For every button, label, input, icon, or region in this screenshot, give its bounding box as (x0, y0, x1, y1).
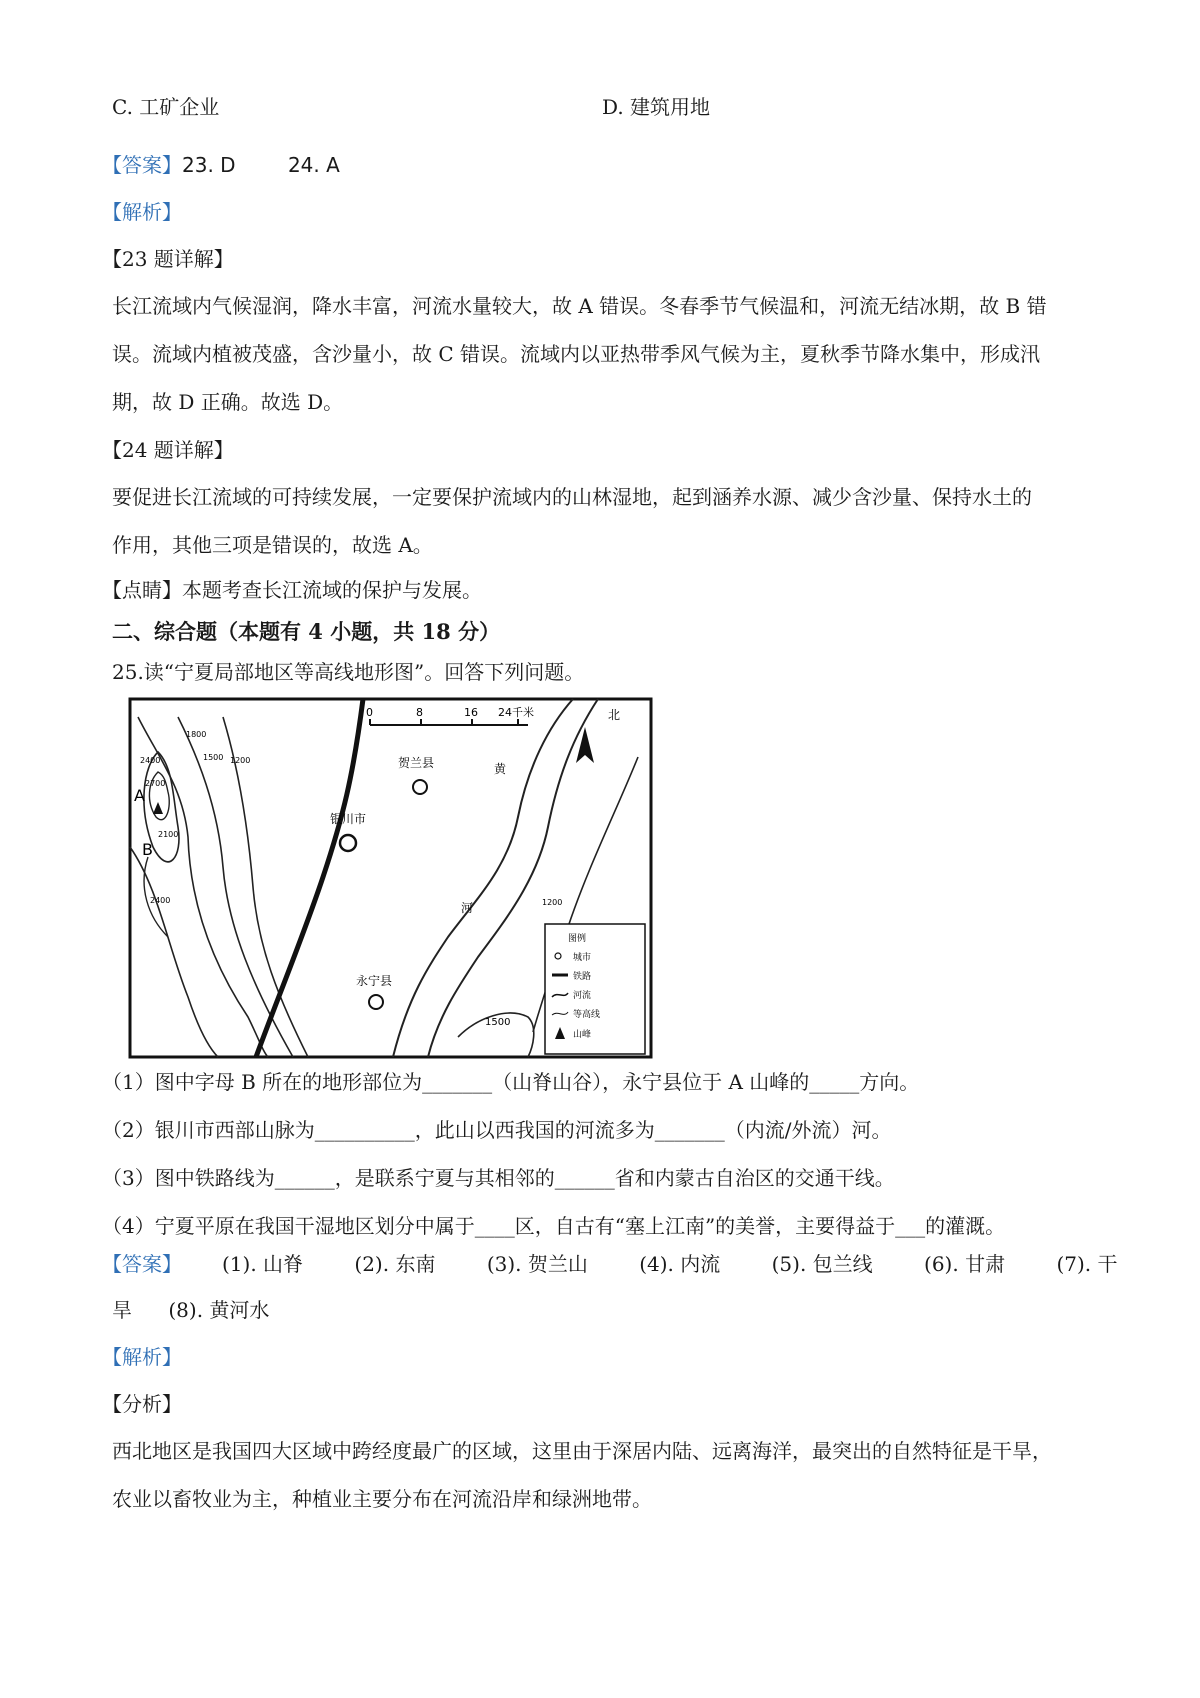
contour-map (128, 697, 653, 1059)
q24-line: 作用，其他三项是错误的，故选 A。 (112, 533, 433, 557)
analysis-body (112, 1427, 1102, 1523)
answer-item: (1). 山脊 (222, 1252, 304, 1276)
analysis-heading: 【分析】 (102, 1392, 182, 1416)
scale-tick-label: 0 (366, 706, 373, 719)
contour-label: 2700 (145, 779, 166, 788)
question-4: （4）宁夏平原在我国干湿地区划分中属于____区，自古有“塞上江南”的美誉，主要得益于___的灌溉。 (102, 1214, 1006, 1238)
contour-label: 1500 (485, 1017, 511, 1028)
city-label-helan: 贺兰县 (398, 756, 435, 770)
q23-body (112, 282, 1102, 426)
answer-row-cont (112, 1286, 269, 1334)
q23-line: 误。流域内植被茂盛，含沙量小，故 C 错误。流域内以亚热带季风气候为主，夏秋季节降水集中，形成汛 (112, 342, 1041, 366)
analysis-line: 农业以畜牧业为主，种植业主要分布在河流沿岸和绿洲地带。 (112, 1487, 652, 1511)
option-d: D. 建筑用地 (602, 95, 711, 119)
contour-label: 2400 (140, 756, 161, 765)
scale-tick-label: 24千米 (498, 706, 534, 719)
contour-label: 1500 (203, 753, 224, 762)
answer-item: (3). 贺兰山 (486, 1252, 588, 1276)
answer-tag: 【答案】 (102, 1252, 182, 1276)
q23-line: 长江流域内气候湿润，降水丰富，河流水量较大，故 A 错误。冬春季节气候温和，河流无结冰期，故 B 错 (112, 294, 1047, 318)
legend-item: 山峰 (573, 1030, 592, 1040)
answer-23: 23. D (182, 153, 236, 177)
comment: 【点睛】本题考查长江流域的保护与发展。 (102, 578, 482, 602)
q24-body (112, 473, 1102, 569)
analysis-line: 西北地区是我国四大区域中跨经度最广的区域，这里由于深居内陆、远离海洋，最突出的自然特征是干旱， (112, 1439, 1052, 1463)
contour-label: 2400 (150, 896, 171, 905)
answer-row-1 (102, 141, 340, 189)
question-1: （1）图中字母 B 所在的地形部位为_______（山脊山谷），永宁县位于 A 山峰的_____方向。 (102, 1070, 920, 1094)
answer-item: (5). 包兰线 (771, 1252, 873, 1276)
contour-label: 1200 (230, 756, 251, 765)
scale-tick-label: 16 (464, 706, 478, 719)
answer-item: (6). 甘肃 (924, 1252, 1006, 1276)
q24-line: 要促进长江流域的可持续发展，一定要保护流域内的山林湿地，起到涵养水源、减少含沙量、保持水土的 (112, 485, 1032, 509)
answer-item: (2). 东南 (354, 1252, 436, 1276)
city-label-yongning: 永宁县 (356, 974, 393, 988)
answer-item: (8). 黄河水 (168, 1298, 270, 1322)
point-a-label: A (134, 786, 145, 805)
answer-items (222, 1240, 1118, 1288)
q25-intro: 25.读“宁夏局部地区等高线地形图”。回答下列问题。 (112, 660, 585, 684)
river-label-huang: 黄 (494, 762, 507, 776)
analysis-tag-2: 【解析】 (102, 1345, 182, 1369)
river-label-he: 河 (461, 901, 474, 915)
legend-item: 城市 (573, 953, 592, 963)
legend-item: 河流 (573, 991, 592, 1001)
scale-tick-label: 8 (416, 706, 423, 719)
question-3: （3）图中铁路线为______，是联系宁夏与其相邻的______省和内蒙古自治区的交通干线。 (102, 1166, 895, 1190)
legend-item: 等高线 (573, 1010, 601, 1020)
answer-24: 24. A (287, 153, 340, 177)
contour-label: 1800 (186, 730, 207, 739)
answer-tag-2 (102, 1240, 182, 1288)
section-title: 二、综合题（本题有 4 小题，共 18 分） (112, 619, 501, 644)
point-b-label: B (142, 840, 153, 859)
contour-label: 1200 (542, 898, 563, 907)
q23-line: 期，故 D 正确。故选 D。 (112, 390, 344, 414)
q23-heading: 【23 题详解】 (102, 247, 234, 271)
legend-title: 图例 (568, 934, 587, 944)
option-c: C. 工矿企业 (112, 95, 220, 119)
answer-item: 旱 (112, 1298, 132, 1322)
analysis-tag: 【解析】 (102, 200, 182, 224)
q24-heading: 【24 题详解】 (102, 438, 234, 462)
answer-item: (4). 内流 (639, 1252, 721, 1276)
legend-item: 铁路 (573, 972, 592, 982)
answer-item: (7). 干 (1056, 1252, 1118, 1276)
contour-label: 2100 (158, 830, 179, 839)
city-label-yinchuan: 银川市 (330, 812, 367, 826)
question-2: （2）银川市西部山脉为__________，此山以西我国的河流多为_______（内流/外流）河。 (102, 1118, 892, 1142)
q25-questions (102, 1058, 1092, 1250)
answer-tag: 【答案】 (102, 153, 182, 177)
north-label: 北 (608, 708, 621, 722)
